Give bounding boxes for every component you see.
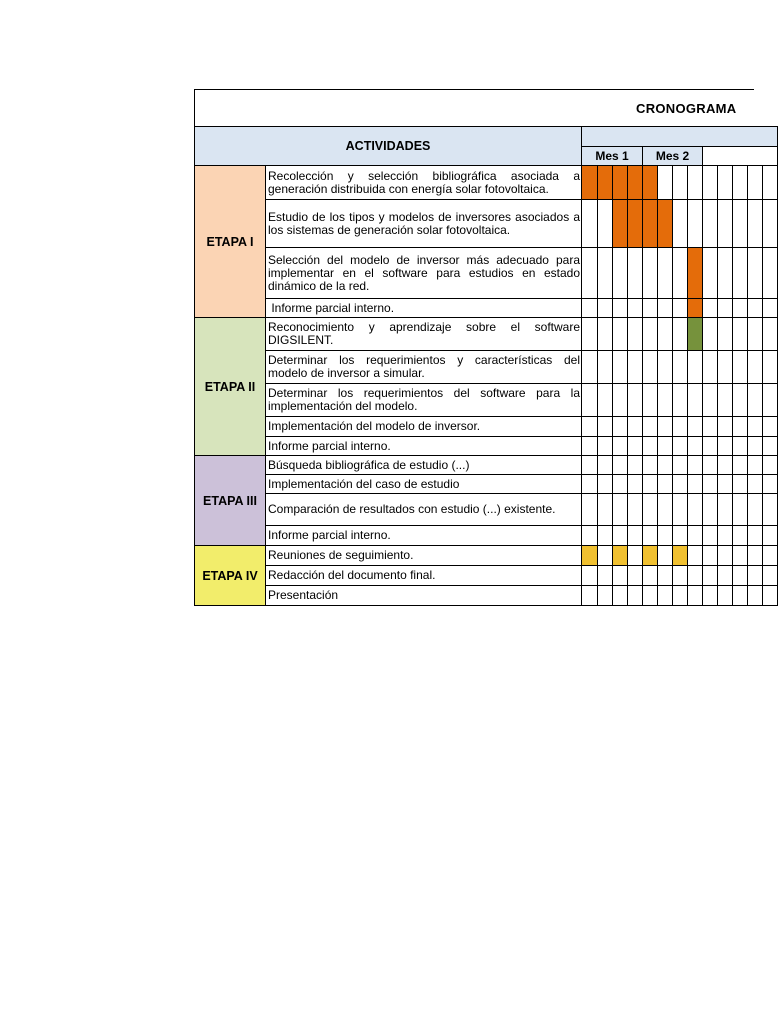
schedule-cell (643, 318, 658, 351)
month-header-next (703, 147, 778, 166)
schedule-cell (718, 200, 733, 248)
activity-text: Reconocimiento y aprendizaje sobre el software DIGSILENT. (268, 320, 581, 347)
schedule-cell (763, 200, 778, 248)
schedule-cell (703, 417, 718, 437)
schedule-cell (673, 475, 688, 494)
schedule-cell (628, 437, 643, 456)
schedule-cell (703, 318, 718, 351)
activity-row (195, 494, 778, 526)
schedule-cell (673, 456, 688, 475)
schedule-cell (763, 351, 778, 384)
schedule-cell (763, 526, 778, 546)
activity-text: Recolección y selección bibliográfica asociada a generación distribuida con energía solar fotovoltaica. (268, 168, 581, 196)
schedule-cell (718, 384, 733, 417)
schedule-cell (658, 248, 673, 299)
schedule-cell (673, 299, 688, 318)
schedule-cell (658, 351, 673, 384)
activity-description (266, 526, 582, 546)
schedule-cell (748, 494, 763, 526)
schedule-cell (733, 586, 748, 606)
stage-label: ETAPA III (195, 456, 266, 546)
schedule-cell (582, 384, 598, 417)
schedule-cell (598, 526, 613, 546)
schedule-cell (643, 494, 658, 526)
schedule-cell (628, 456, 643, 475)
schedule-cell (733, 417, 748, 437)
schedule-cell (658, 546, 673, 566)
schedule-cell (613, 248, 628, 299)
schedule-cell (733, 437, 748, 456)
schedule-cell (733, 526, 748, 546)
schedule-cell (598, 475, 613, 494)
stage-label: ETAPA I (195, 166, 266, 318)
schedule-cell (748, 456, 763, 475)
schedule-cell (613, 351, 628, 384)
schedule-cell (598, 248, 613, 299)
activity-description (266, 248, 582, 299)
schedule-cell (598, 566, 613, 586)
schedule-cell (598, 384, 613, 417)
schedule-cell (748, 526, 763, 546)
activity-description (266, 494, 582, 526)
schedule-cell (703, 494, 718, 526)
schedule-cell (673, 494, 688, 526)
schedule-cell (613, 437, 628, 456)
schedule-cell (673, 166, 688, 200)
activity-row (195, 248, 778, 299)
activity-row (195, 299, 778, 318)
schedule-cell (582, 351, 598, 384)
schedule-cell (628, 475, 643, 494)
schedule-cell (703, 200, 718, 248)
schedule-cell (582, 437, 598, 456)
activity-description (266, 166, 582, 200)
schedule-cell (628, 248, 643, 299)
title-row (194, 89, 754, 127)
schedule-cell (748, 318, 763, 351)
activity-text: Reuniones de seguimiento. (268, 548, 414, 562)
schedule-cell (733, 384, 748, 417)
schedule-cell (718, 299, 733, 318)
schedule-cell (582, 456, 598, 475)
schedule-cell (582, 526, 598, 546)
activity-description (266, 351, 582, 384)
schedule-cell (598, 437, 613, 456)
schedule-cell (658, 566, 673, 586)
schedule-cell (658, 494, 673, 526)
schedule-cell (658, 586, 673, 606)
schedule-cell (628, 526, 643, 546)
schedule-cell (688, 437, 703, 456)
schedule-cell (688, 200, 703, 248)
schedule-cell (643, 437, 658, 456)
schedule-cell (673, 566, 688, 586)
activity-description (266, 384, 582, 417)
activity-text: Comparación de resultados con estudio (...) existente. (268, 502, 556, 516)
month-header-2: Mes 2 (643, 147, 703, 166)
schedule-cell (598, 417, 613, 437)
schedule-cell (628, 566, 643, 586)
schedule-cell (763, 318, 778, 351)
schedule-cell (703, 166, 718, 200)
schedule-cell (748, 586, 763, 606)
schedule-cell (673, 526, 688, 546)
schedule-cell (703, 437, 718, 456)
schedule-cell (658, 456, 673, 475)
activity-row (195, 566, 778, 586)
schedule-cell (598, 456, 613, 475)
schedule-cell (613, 475, 628, 494)
schedule-cell (658, 437, 673, 456)
schedule-cell (763, 417, 778, 437)
schedule-cell (598, 166, 613, 200)
schedule-cell (688, 546, 703, 566)
activity-row (195, 200, 778, 248)
schedule-cell (658, 417, 673, 437)
schedule-cell (718, 437, 733, 456)
schedule-cell (582, 475, 598, 494)
activity-row (195, 586, 778, 606)
schedule-cell (703, 526, 718, 546)
schedule-cell (598, 200, 613, 248)
schedule-cell (643, 384, 658, 417)
activity-row (195, 526, 778, 546)
activity-description (266, 299, 582, 318)
schedule-cell (763, 166, 778, 200)
schedule-cell (582, 200, 598, 248)
activity-text: Presentación (268, 588, 339, 602)
schedule-cell (703, 586, 718, 606)
schedule-cell (582, 299, 598, 318)
activity-row (195, 437, 778, 456)
activity-text: Determinar los requerimientos y características del modelo de inversor a simular. (268, 353, 581, 380)
schedule-cell (763, 494, 778, 526)
schedule-cell (613, 200, 628, 248)
schedule-cell (688, 417, 703, 437)
schedule-cell (718, 417, 733, 437)
activity-description (266, 417, 582, 437)
schedule-cell (748, 546, 763, 566)
schedule-cell (763, 456, 778, 475)
schedule-cell (688, 299, 703, 318)
schedule-cell (763, 299, 778, 318)
schedule-cell (658, 166, 673, 200)
schedule-cell (658, 299, 673, 318)
schedule-cell (613, 566, 628, 586)
schedule-cell (688, 456, 703, 475)
schedule-title: CRONOGRAMA (636, 101, 737, 116)
schedule-cell (673, 200, 688, 248)
activity-row (195, 351, 778, 384)
activity-description (266, 475, 582, 494)
schedule-cell (598, 586, 613, 606)
schedule-cell (748, 437, 763, 456)
schedule-cell (628, 494, 643, 526)
schedule-cell (733, 494, 748, 526)
schedule-cell (673, 318, 688, 351)
schedule-cell (598, 494, 613, 526)
schedule-cell (598, 318, 613, 351)
schedule-cell (718, 475, 733, 494)
stage-label: ETAPA II (195, 318, 266, 456)
schedule-cell (703, 248, 718, 299)
schedule-cell (763, 248, 778, 299)
activity-description (266, 318, 582, 351)
schedule-cell (582, 546, 598, 566)
schedule-cell (733, 248, 748, 299)
schedule-cell (643, 546, 658, 566)
schedule-cell (733, 351, 748, 384)
schedule-cell (763, 586, 778, 606)
schedule-cell (718, 351, 733, 384)
schedule-cell (748, 384, 763, 417)
activity-description (266, 437, 582, 456)
activity-row (195, 417, 778, 437)
schedule-cell (582, 586, 598, 606)
schedule-cell (718, 456, 733, 475)
schedule-cell (658, 318, 673, 351)
schedule-cell (733, 566, 748, 586)
schedule-cell (703, 456, 718, 475)
schedule-cell (763, 384, 778, 417)
activity-text: Implementación del modelo de inversor. (268, 419, 481, 433)
schedule-sheet (194, 89, 737, 605)
schedule-cell (673, 437, 688, 456)
schedule-cell (643, 166, 658, 200)
schedule-cell (763, 437, 778, 456)
schedule-cell (628, 384, 643, 417)
schedule-cell (673, 586, 688, 606)
schedule-cell (643, 248, 658, 299)
schedule-cell (703, 351, 718, 384)
schedule-cell (658, 526, 673, 546)
schedule-cell (733, 166, 748, 200)
schedule-cell (628, 299, 643, 318)
schedule-cell (613, 318, 628, 351)
activity-row (195, 384, 778, 417)
schedule-cell (748, 299, 763, 318)
schedule-cell (582, 166, 598, 200)
schedule-cell (688, 318, 703, 351)
schedule-cell (703, 384, 718, 417)
schedule-cell (582, 318, 598, 351)
activity-row (195, 546, 778, 566)
activity-text: Estudio de los tipos y modelos de inversores asociados a los sistemas de generación solar fotovoltaica. (268, 209, 581, 237)
schedule-cell (598, 546, 613, 566)
schedule-cell (643, 586, 658, 606)
activity-text: Determinar los requerimientos del software para la implementación del modelo. (268, 386, 581, 413)
schedule-cell (703, 546, 718, 566)
schedule-cell (613, 417, 628, 437)
schedule-cell (598, 299, 613, 318)
activity-text: Selección del modelo de inversor más adecuado para implementar en el software para estudios en estado dinámico de la red. (268, 252, 581, 293)
schedule-cell (733, 456, 748, 475)
schedule-cell (748, 166, 763, 200)
activity-row (195, 318, 778, 351)
schedule-cell (688, 384, 703, 417)
schedule-cell (763, 566, 778, 586)
gantt-table (194, 126, 778, 606)
month-header-1: Mes 1 (582, 147, 643, 166)
schedule-cell (688, 526, 703, 546)
schedule-cell (628, 546, 643, 566)
schedule-cell (703, 299, 718, 318)
activity-description (266, 456, 582, 475)
schedule-cell (628, 318, 643, 351)
schedule-cell (688, 475, 703, 494)
schedule-cell (613, 526, 628, 546)
schedule-cell (703, 566, 718, 586)
schedule-cell (658, 384, 673, 417)
schedule-cell (763, 475, 778, 494)
activity-description (266, 200, 582, 248)
schedule-cell (643, 417, 658, 437)
activities-header: ACTIVIDADES (195, 127, 582, 166)
schedule-cell (613, 299, 628, 318)
months-band (582, 127, 778, 147)
schedule-cell (643, 526, 658, 546)
schedule-cell (733, 546, 748, 566)
schedule-cell (582, 494, 598, 526)
schedule-cell (658, 475, 673, 494)
schedule-cell (613, 546, 628, 566)
schedule-cell (628, 417, 643, 437)
schedule-cell (628, 351, 643, 384)
schedule-cell (748, 351, 763, 384)
schedule-cell (763, 546, 778, 566)
schedule-cell (628, 586, 643, 606)
schedule-cell (643, 200, 658, 248)
stage-label: ETAPA IV (195, 546, 266, 606)
schedule-cell (658, 200, 673, 248)
schedule-cell (643, 351, 658, 384)
schedule-cell (688, 248, 703, 299)
schedule-cell (643, 456, 658, 475)
schedule-cell (718, 526, 733, 546)
activity-text: Búsqueda bibliográfica de estudio (...) (268, 457, 470, 472)
schedule-cell (613, 586, 628, 606)
schedule-cell (582, 566, 598, 586)
schedule-cell (718, 546, 733, 566)
schedule-cell (748, 248, 763, 299)
schedule-cell (733, 475, 748, 494)
activity-description (266, 546, 582, 566)
schedule-cell (688, 166, 703, 200)
schedule-cell (643, 475, 658, 494)
schedule-cell (582, 417, 598, 437)
schedule-cell (673, 248, 688, 299)
activity-text: Redacción del documento final. (268, 568, 436, 582)
schedule-cell (718, 318, 733, 351)
schedule-cell (582, 248, 598, 299)
schedule-cell (613, 166, 628, 200)
schedule-cell (688, 494, 703, 526)
schedule-cell (688, 586, 703, 606)
schedule-cell (643, 566, 658, 586)
activity-row (195, 166, 778, 200)
schedule-cell (598, 351, 613, 384)
schedule-cell (718, 248, 733, 299)
schedule-cell (628, 200, 643, 248)
schedule-cell (748, 475, 763, 494)
activity-description (266, 566, 582, 586)
schedule-cell (673, 546, 688, 566)
schedule-cell (733, 299, 748, 318)
activity-text: Informe parcial interno. (268, 438, 391, 453)
schedule-cell (748, 417, 763, 437)
activity-description (266, 586, 582, 606)
schedule-cell (718, 166, 733, 200)
schedule-cell (748, 566, 763, 586)
schedule-cell (613, 456, 628, 475)
schedule-cell (748, 200, 763, 248)
schedule-cell (718, 494, 733, 526)
activity-row (195, 456, 778, 475)
schedule-cell (733, 200, 748, 248)
schedule-cell (718, 566, 733, 586)
activity-text: Informe parcial interno. (268, 300, 395, 315)
schedule-cell (718, 586, 733, 606)
activity-row (195, 475, 778, 494)
schedule-cell (613, 494, 628, 526)
schedule-cell (703, 475, 718, 494)
schedule-cell (673, 417, 688, 437)
schedule-cell (673, 384, 688, 417)
schedule-cell (643, 299, 658, 318)
schedule-cell (688, 351, 703, 384)
schedule-cell (688, 566, 703, 586)
activity-text: Informe parcial interno. (268, 528, 391, 542)
schedule-cell (733, 318, 748, 351)
schedule-cell (613, 384, 628, 417)
activity-text: Implementación del caso de estudio (268, 476, 460, 491)
schedule-cell (673, 351, 688, 384)
schedule-cell (628, 166, 643, 200)
